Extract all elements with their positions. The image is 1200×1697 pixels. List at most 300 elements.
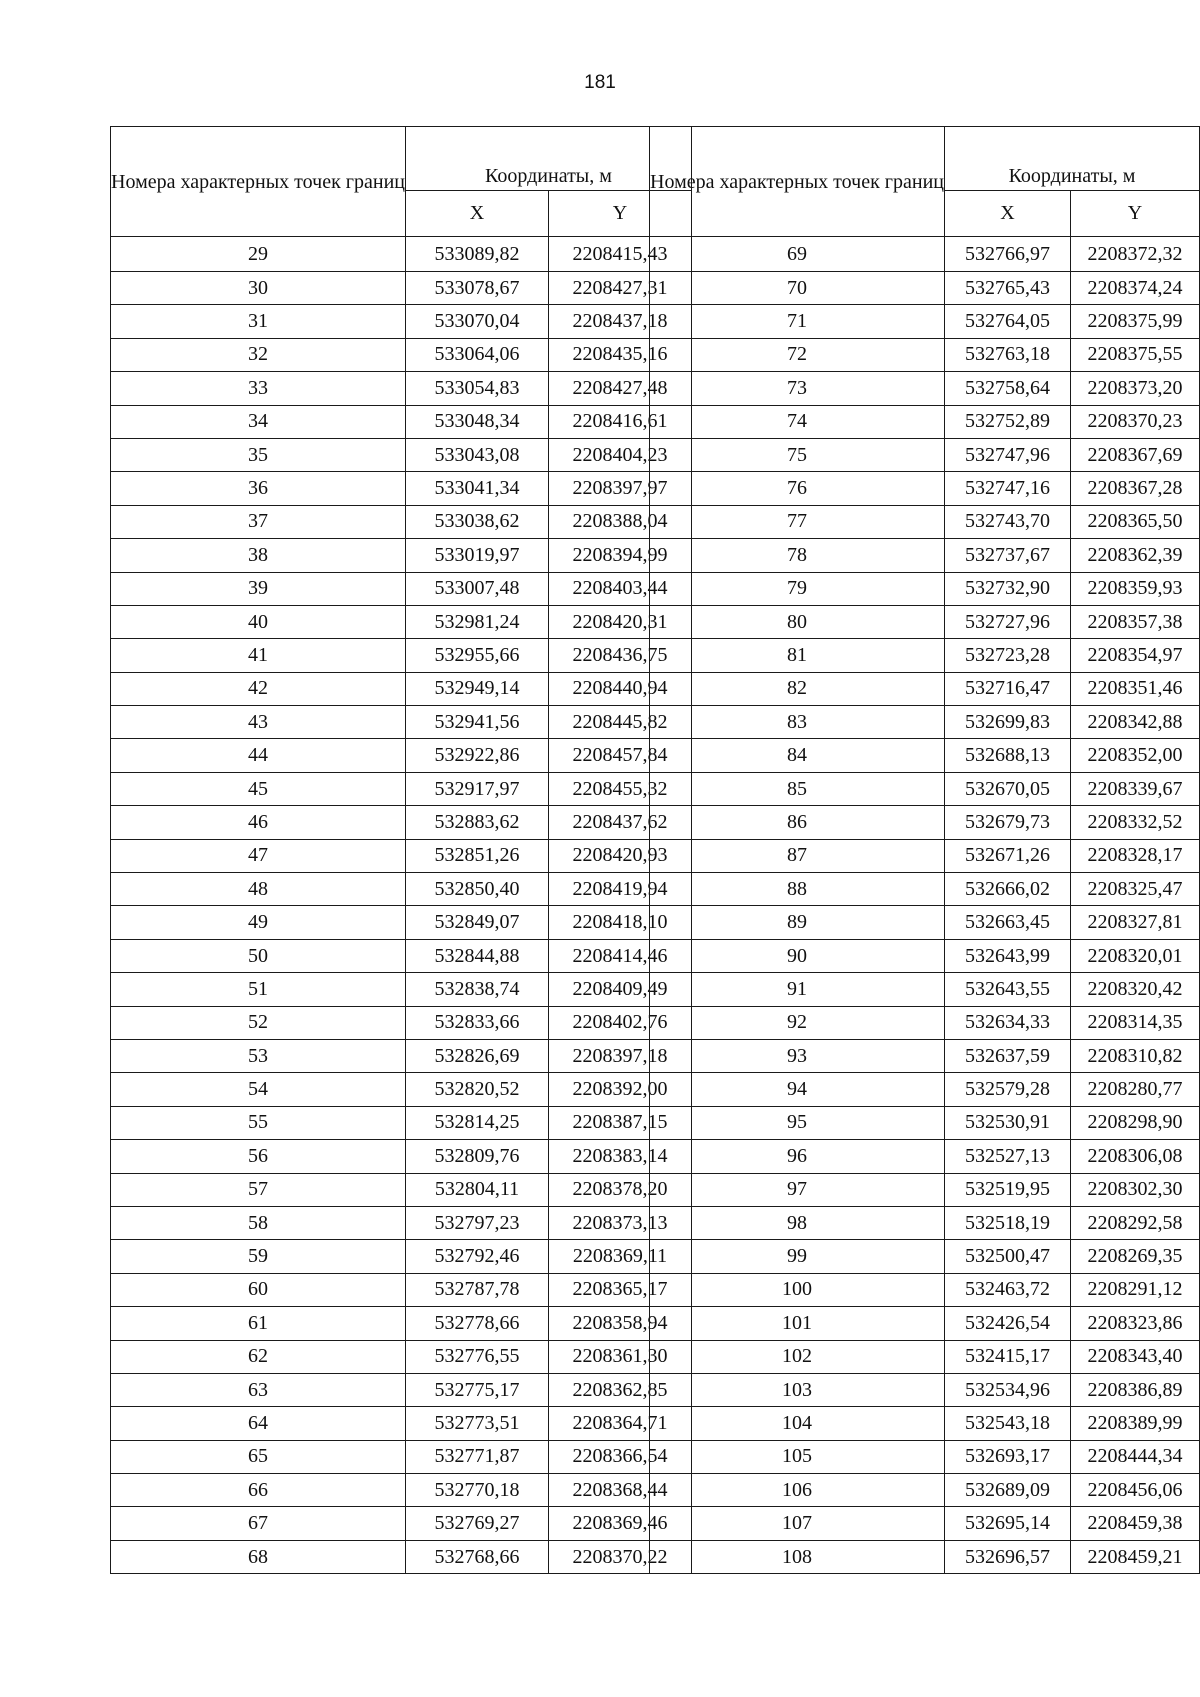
x-coordinate-cell: 532747,16 bbox=[944, 472, 1070, 505]
point-number-cell: 36 bbox=[111, 472, 406, 505]
y-coordinate-cell: 2208386,89 bbox=[1071, 1373, 1200, 1406]
x-coordinate-cell: 532758,64 bbox=[944, 372, 1070, 405]
point-number-cell: 106 bbox=[650, 1474, 945, 1507]
x-coordinate-cell: 533007,48 bbox=[405, 572, 548, 605]
table-row bbox=[111, 706, 692, 739]
y-coordinate-cell: 2208404,23 bbox=[548, 438, 691, 471]
y-header: Y bbox=[1071, 191, 1200, 237]
y-coordinate-cell: 2208357,38 bbox=[1071, 605, 1200, 638]
y-coordinate-cell: 2208320,01 bbox=[1071, 939, 1200, 972]
y-coordinate-cell: 2208455,32 bbox=[548, 772, 691, 805]
x-coordinate-cell: 532693,17 bbox=[944, 1440, 1070, 1473]
x-coordinate-cell: 532851,26 bbox=[405, 839, 548, 872]
y-coordinate-cell: 2208383,14 bbox=[548, 1140, 691, 1173]
x-coordinate-cell: 532833,66 bbox=[405, 1006, 548, 1039]
table-row bbox=[111, 605, 692, 638]
y-coordinate-cell: 2208444,34 bbox=[1071, 1440, 1200, 1473]
x-coordinate-cell: 532814,25 bbox=[405, 1106, 548, 1139]
table-row bbox=[111, 438, 692, 471]
point-number-cell: 60 bbox=[111, 1273, 406, 1306]
x-coordinate-cell: 532699,83 bbox=[944, 706, 1070, 739]
y-coordinate-cell: 2208397,97 bbox=[548, 472, 691, 505]
table-row bbox=[650, 472, 1200, 505]
table-row bbox=[111, 1106, 692, 1139]
y-coordinate-cell: 2208445,82 bbox=[548, 706, 691, 739]
point-number-cell: 83 bbox=[650, 706, 945, 739]
y-coordinate-cell: 2208427,31 bbox=[548, 272, 691, 305]
x-coordinate-cell: 532637,59 bbox=[944, 1039, 1070, 1072]
x-coordinate-cell: 532917,97 bbox=[405, 772, 548, 805]
y-coordinate-cell: 2208367,28 bbox=[1071, 472, 1200, 505]
x-coordinate-cell: 533064,06 bbox=[405, 338, 548, 371]
y-coordinate-cell: 2208306,08 bbox=[1071, 1140, 1200, 1173]
point-number-cell: 48 bbox=[111, 873, 406, 906]
x-coordinate-cell: 532775,17 bbox=[405, 1373, 548, 1406]
point-number-cell: 90 bbox=[650, 939, 945, 972]
point-number-cell: 35 bbox=[111, 438, 406, 471]
table-row bbox=[111, 639, 692, 672]
point-number-cell: 98 bbox=[650, 1206, 945, 1239]
point-number-cell: 93 bbox=[650, 1039, 945, 1072]
x-coordinate-cell: 532737,67 bbox=[944, 539, 1070, 572]
point-number-cell: 33 bbox=[111, 372, 406, 405]
table-row bbox=[111, 1340, 692, 1373]
table-row bbox=[111, 906, 692, 939]
table-row bbox=[111, 1307, 692, 1340]
point-number-cell: 103 bbox=[650, 1373, 945, 1406]
point-number-cell: 85 bbox=[650, 772, 945, 805]
table-row bbox=[111, 1173, 692, 1206]
x-coordinate-cell: 532768,66 bbox=[405, 1540, 548, 1573]
y-coordinate-cell: 2208352,00 bbox=[1071, 739, 1200, 772]
table-row bbox=[650, 1540, 1200, 1573]
table-row bbox=[111, 672, 692, 705]
y-coordinate-cell: 2208372,32 bbox=[1071, 237, 1200, 272]
table-row bbox=[111, 772, 692, 805]
y-coordinate-cell: 2208369,46 bbox=[548, 1507, 691, 1540]
table-body bbox=[650, 237, 1200, 1574]
point-number-cell: 88 bbox=[650, 873, 945, 906]
table-row bbox=[650, 1173, 1200, 1206]
y-coordinate-cell: 2208409,49 bbox=[548, 973, 691, 1006]
x-coordinate-cell: 532747,96 bbox=[944, 438, 1070, 471]
y-coordinate-cell: 2208378,20 bbox=[548, 1173, 691, 1206]
y-coordinate-cell: 2208374,24 bbox=[1071, 272, 1200, 305]
y-coordinate-cell: 2208427,48 bbox=[548, 372, 691, 405]
table-row bbox=[650, 1373, 1200, 1406]
table-row bbox=[650, 338, 1200, 371]
y-coordinate-cell: 2208437,62 bbox=[548, 806, 691, 839]
y-coordinate-cell: 2208370,22 bbox=[548, 1540, 691, 1573]
x-header: X bbox=[944, 191, 1070, 237]
point-number-cell: 57 bbox=[111, 1173, 406, 1206]
table-row bbox=[111, 338, 692, 371]
y-coordinate-cell: 2208362,85 bbox=[548, 1373, 691, 1406]
y-coordinate-cell: 2208364,71 bbox=[548, 1407, 691, 1440]
point-number-cell: 41 bbox=[111, 639, 406, 672]
x-coordinate-cell: 533043,08 bbox=[405, 438, 548, 471]
y-coordinate-cell: 2208314,35 bbox=[1071, 1006, 1200, 1039]
y-coordinate-cell: 2208373,13 bbox=[548, 1206, 691, 1239]
y-coordinate-cell: 2208375,55 bbox=[1071, 338, 1200, 371]
y-coordinate-cell: 2208365,50 bbox=[1071, 505, 1200, 538]
x-coordinate-cell: 532727,96 bbox=[944, 605, 1070, 638]
y-coordinate-cell: 2208298,90 bbox=[1071, 1106, 1200, 1139]
x-coordinate-cell: 532723,28 bbox=[944, 639, 1070, 672]
table-row bbox=[650, 1039, 1200, 1072]
point-number-cell: 45 bbox=[111, 772, 406, 805]
table-row bbox=[650, 1273, 1200, 1306]
point-number-cell: 31 bbox=[111, 305, 406, 338]
table-row bbox=[111, 1073, 692, 1106]
y-coordinate-cell: 2208343,40 bbox=[1071, 1340, 1200, 1373]
table-row bbox=[650, 1340, 1200, 1373]
table-row bbox=[650, 939, 1200, 972]
x-coordinate-cell: 532778,66 bbox=[405, 1307, 548, 1340]
point-number-cell: 69 bbox=[650, 237, 945, 272]
x-coordinate-cell: 532771,87 bbox=[405, 1440, 548, 1473]
y-coordinate-cell: 2208325,47 bbox=[1071, 873, 1200, 906]
y-coordinate-cell: 2208362,39 bbox=[1071, 539, 1200, 572]
y-coordinate-cell: 2208367,69 bbox=[1071, 438, 1200, 471]
x-coordinate-cell: 533070,04 bbox=[405, 305, 548, 338]
table-row bbox=[111, 873, 692, 906]
point-number-cell: 53 bbox=[111, 1039, 406, 1072]
table-row bbox=[111, 1240, 692, 1273]
point-number-cell: 84 bbox=[650, 739, 945, 772]
x-coordinate-cell: 532689,09 bbox=[944, 1474, 1070, 1507]
table-row bbox=[111, 839, 692, 872]
coordinates-header: Координаты, м bbox=[405, 127, 691, 191]
table-row bbox=[650, 973, 1200, 1006]
y-coordinate-cell: 2208392,00 bbox=[548, 1073, 691, 1106]
point-number-cell: 32 bbox=[111, 338, 406, 371]
x-coordinate-cell: 532850,40 bbox=[405, 873, 548, 906]
x-coordinate-cell: 532696,57 bbox=[944, 1540, 1070, 1573]
point-number-cell: 34 bbox=[111, 405, 406, 438]
x-coordinate-cell: 532426,54 bbox=[944, 1307, 1070, 1340]
y-coordinate-cell: 2208351,46 bbox=[1071, 672, 1200, 705]
point-number-cell: 89 bbox=[650, 906, 945, 939]
point-number-cell: 51 bbox=[111, 973, 406, 1006]
table-row bbox=[650, 706, 1200, 739]
x-coordinate-cell: 532695,14 bbox=[944, 1507, 1070, 1540]
table-row bbox=[650, 1507, 1200, 1540]
x-coordinate-cell: 532826,69 bbox=[405, 1039, 548, 1072]
table-row bbox=[111, 1540, 692, 1573]
y-coordinate-cell: 2208375,99 bbox=[1071, 305, 1200, 338]
x-coordinate-cell: 533089,82 bbox=[405, 237, 548, 272]
x-coordinate-cell: 532955,66 bbox=[405, 639, 548, 672]
x-coordinate-cell: 532634,33 bbox=[944, 1006, 1070, 1039]
y-coordinate-cell: 2208323,86 bbox=[1071, 1307, 1200, 1340]
table-row bbox=[650, 772, 1200, 805]
table-row bbox=[650, 1073, 1200, 1106]
point-number-cell: 80 bbox=[650, 605, 945, 638]
table-row bbox=[111, 305, 692, 338]
point-number-cell: 67 bbox=[111, 1507, 406, 1540]
point-number-cell: 74 bbox=[650, 405, 945, 438]
table-row bbox=[650, 672, 1200, 705]
y-coordinate-cell: 2208366,54 bbox=[548, 1440, 691, 1473]
point-number-cell: 38 bbox=[111, 539, 406, 572]
y-header: Y bbox=[548, 191, 691, 237]
y-coordinate-cell: 2208310,82 bbox=[1071, 1039, 1200, 1072]
table-row bbox=[111, 739, 692, 772]
x-coordinate-cell: 532518,19 bbox=[944, 1206, 1070, 1239]
y-coordinate-cell: 2208387,15 bbox=[548, 1106, 691, 1139]
coordinates-table-left bbox=[110, 126, 692, 1574]
point-number-cell: 50 bbox=[111, 939, 406, 972]
x-coordinate-cell: 532849,07 bbox=[405, 906, 548, 939]
x-coordinate-cell: 533019,97 bbox=[405, 539, 548, 572]
point-number-cell: 29 bbox=[111, 237, 406, 272]
x-coordinate-cell: 532922,86 bbox=[405, 739, 548, 772]
point-number-cell: 59 bbox=[111, 1240, 406, 1273]
point-number-cell: 49 bbox=[111, 906, 406, 939]
point-number-cell: 46 bbox=[111, 806, 406, 839]
table-row bbox=[650, 272, 1200, 305]
point-number-cell: 99 bbox=[650, 1240, 945, 1273]
point-number-cell: 37 bbox=[111, 505, 406, 538]
point-number-cell: 101 bbox=[650, 1307, 945, 1340]
table-row bbox=[111, 1407, 692, 1440]
point-number-cell: 105 bbox=[650, 1440, 945, 1473]
x-coordinate-cell: 532671,26 bbox=[944, 839, 1070, 872]
x-coordinate-cell: 532579,28 bbox=[944, 1073, 1070, 1106]
point-number-cell: 73 bbox=[650, 372, 945, 405]
x-coordinate-cell: 532804,11 bbox=[405, 1173, 548, 1206]
y-coordinate-cell: 2208354,97 bbox=[1071, 639, 1200, 672]
point-number-cell: 97 bbox=[650, 1173, 945, 1206]
table-row bbox=[650, 1407, 1200, 1440]
point-number-cell: 39 bbox=[111, 572, 406, 605]
x-coordinate-cell: 533041,34 bbox=[405, 472, 548, 505]
point-number-cell: 96 bbox=[650, 1140, 945, 1173]
x-coordinate-cell: 532666,02 bbox=[944, 873, 1070, 906]
y-coordinate-cell: 2208365,17 bbox=[548, 1273, 691, 1306]
y-coordinate-cell: 2208402,76 bbox=[548, 1006, 691, 1039]
table-row bbox=[111, 1373, 692, 1406]
coordinates-header: Координаты, м bbox=[944, 127, 1199, 191]
point-number-cell: 44 bbox=[111, 739, 406, 772]
x-coordinate-cell: 532743,70 bbox=[944, 505, 1070, 538]
y-coordinate-cell: 2208415,43 bbox=[548, 237, 691, 272]
point-number-cell: 95 bbox=[650, 1106, 945, 1139]
point-number-cell: 71 bbox=[650, 305, 945, 338]
x-coordinate-cell: 532643,55 bbox=[944, 973, 1070, 1006]
table-row bbox=[111, 1273, 692, 1306]
point-number-cell: 61 bbox=[111, 1307, 406, 1340]
x-coordinate-cell: 532688,13 bbox=[944, 739, 1070, 772]
x-coordinate-cell: 532769,27 bbox=[405, 1507, 548, 1540]
table-row bbox=[650, 372, 1200, 405]
point-number-cell: 81 bbox=[650, 639, 945, 672]
y-coordinate-cell: 2208368,44 bbox=[548, 1474, 691, 1507]
y-coordinate-cell: 2208435,16 bbox=[548, 338, 691, 371]
table-row bbox=[111, 372, 692, 405]
x-coordinate-cell: 532820,52 bbox=[405, 1073, 548, 1106]
table-row bbox=[650, 873, 1200, 906]
y-coordinate-cell: 2208328,17 bbox=[1071, 839, 1200, 872]
point-number-cell: 107 bbox=[650, 1507, 945, 1540]
point-number-cell: 94 bbox=[650, 1073, 945, 1106]
table-row bbox=[111, 1006, 692, 1039]
table-row bbox=[111, 939, 692, 972]
point-number-cell: 43 bbox=[111, 706, 406, 739]
y-coordinate-cell: 2208419,94 bbox=[548, 873, 691, 906]
point-number-cell: 58 bbox=[111, 1206, 406, 1239]
table-row bbox=[111, 539, 692, 572]
table-body bbox=[111, 237, 692, 1574]
x-coordinate-cell: 532773,51 bbox=[405, 1407, 548, 1440]
table-row bbox=[650, 405, 1200, 438]
y-coordinate-cell: 2208370,23 bbox=[1071, 405, 1200, 438]
table-row bbox=[111, 1039, 692, 1072]
point-number-cell: 72 bbox=[650, 338, 945, 371]
x-coordinate-cell: 533038,62 bbox=[405, 505, 548, 538]
table-row bbox=[650, 505, 1200, 538]
table-row bbox=[111, 806, 692, 839]
x-coordinate-cell: 533078,67 bbox=[405, 272, 548, 305]
point-number-cell: 91 bbox=[650, 973, 945, 1006]
table-row bbox=[650, 1474, 1200, 1507]
y-coordinate-cell: 2208416,61 bbox=[548, 405, 691, 438]
x-coordinate-cell: 532941,56 bbox=[405, 706, 548, 739]
x-coordinate-cell: 532838,74 bbox=[405, 973, 548, 1006]
point-number-cell: 70 bbox=[650, 272, 945, 305]
x-coordinate-cell: 532527,13 bbox=[944, 1140, 1070, 1173]
x-coordinate-cell: 532765,43 bbox=[944, 272, 1070, 305]
y-coordinate-cell: 2208342,88 bbox=[1071, 706, 1200, 739]
x-coordinate-cell: 532679,73 bbox=[944, 806, 1070, 839]
table-row bbox=[650, 1240, 1200, 1273]
point-number-cell: 64 bbox=[111, 1407, 406, 1440]
x-coordinate-cell: 532809,76 bbox=[405, 1140, 548, 1173]
table-row bbox=[111, 572, 692, 605]
table-row bbox=[650, 806, 1200, 839]
y-coordinate-cell: 2208457,84 bbox=[548, 739, 691, 772]
x-coordinate-cell: 532770,18 bbox=[405, 1474, 548, 1507]
table-row bbox=[111, 1474, 692, 1507]
x-coordinate-cell: 532764,05 bbox=[944, 305, 1070, 338]
table-row bbox=[650, 539, 1200, 572]
x-header: X bbox=[405, 191, 548, 237]
point-number-cell: 82 bbox=[650, 672, 945, 705]
point-number-cell: 78 bbox=[650, 539, 945, 572]
y-coordinate-cell: 2208436,75 bbox=[548, 639, 691, 672]
y-coordinate-cell: 2208388,04 bbox=[548, 505, 691, 538]
point-number-cell: 55 bbox=[111, 1106, 406, 1139]
table-row bbox=[111, 973, 692, 1006]
x-coordinate-cell: 532534,96 bbox=[944, 1373, 1070, 1406]
x-coordinate-cell: 532663,45 bbox=[944, 906, 1070, 939]
x-coordinate-cell: 532981,24 bbox=[405, 605, 548, 638]
y-coordinate-cell: 2208361,30 bbox=[548, 1340, 691, 1373]
y-coordinate-cell: 2208358,94 bbox=[548, 1307, 691, 1340]
x-coordinate-cell: 533048,34 bbox=[405, 405, 548, 438]
y-coordinate-cell: 2208414,46 bbox=[548, 939, 691, 972]
point-number-cell: 68 bbox=[111, 1540, 406, 1573]
y-coordinate-cell: 2208359,93 bbox=[1071, 572, 1200, 605]
point-number-cell: 79 bbox=[650, 572, 945, 605]
table-row bbox=[111, 1440, 692, 1473]
x-coordinate-cell: 532732,90 bbox=[944, 572, 1070, 605]
coordinates-table-right bbox=[649, 126, 1200, 1574]
table-row bbox=[650, 1140, 1200, 1173]
y-coordinate-cell: 2208437,18 bbox=[548, 305, 691, 338]
table-row bbox=[111, 237, 692, 272]
y-coordinate-cell: 2208389,99 bbox=[1071, 1407, 1200, 1440]
point-number-cell: 104 bbox=[650, 1407, 945, 1440]
point-number-cell: 66 bbox=[111, 1474, 406, 1507]
y-coordinate-cell: 2208280,77 bbox=[1071, 1073, 1200, 1106]
point-number-cell: 77 bbox=[650, 505, 945, 538]
point-number-cell: 87 bbox=[650, 839, 945, 872]
x-coordinate-cell: 532463,72 bbox=[944, 1273, 1070, 1306]
table-row bbox=[650, 839, 1200, 872]
point-number-cell: 102 bbox=[650, 1340, 945, 1373]
y-coordinate-cell: 2208320,42 bbox=[1071, 973, 1200, 1006]
y-coordinate-cell: 2208459,38 bbox=[1071, 1507, 1200, 1540]
y-coordinate-cell: 2208373,20 bbox=[1071, 372, 1200, 405]
point-number-cell: 108 bbox=[650, 1540, 945, 1573]
point-number-cell: 42 bbox=[111, 672, 406, 705]
table-row bbox=[111, 505, 692, 538]
x-coordinate-cell: 532763,18 bbox=[944, 338, 1070, 371]
point-number-cell: 40 bbox=[111, 605, 406, 638]
point-number-cell: 86 bbox=[650, 806, 945, 839]
table-row bbox=[111, 405, 692, 438]
point-number-cell: 52 bbox=[111, 1006, 406, 1039]
table-row bbox=[650, 1106, 1200, 1139]
x-coordinate-cell: 532776,55 bbox=[405, 1340, 548, 1373]
x-coordinate-cell: 532766,97 bbox=[944, 237, 1070, 272]
table-row bbox=[650, 739, 1200, 772]
table-row bbox=[650, 305, 1200, 338]
table-row bbox=[111, 472, 692, 505]
y-coordinate-cell: 2208456,06 bbox=[1071, 1474, 1200, 1507]
table-row bbox=[650, 237, 1200, 272]
y-coordinate-cell: 2208369,11 bbox=[548, 1240, 691, 1273]
table-row bbox=[650, 438, 1200, 471]
x-coordinate-cell: 532530,91 bbox=[944, 1106, 1070, 1139]
table-row bbox=[111, 1140, 692, 1173]
y-coordinate-cell: 2208420,31 bbox=[548, 605, 691, 638]
table-row bbox=[650, 605, 1200, 638]
table-row bbox=[650, 1440, 1200, 1473]
x-coordinate-cell: 532643,99 bbox=[944, 939, 1070, 972]
table-row bbox=[650, 1206, 1200, 1239]
point-number-cell: 92 bbox=[650, 1006, 945, 1039]
y-coordinate-cell: 2208269,35 bbox=[1071, 1240, 1200, 1273]
point-number-cell: 65 bbox=[111, 1440, 406, 1473]
x-coordinate-cell: 532844,88 bbox=[405, 939, 548, 972]
point-number-cell: 75 bbox=[650, 438, 945, 471]
point-number-cell: 62 bbox=[111, 1340, 406, 1373]
point-numbers-header: Номера характерных точек границ bbox=[111, 127, 406, 237]
y-coordinate-cell: 2208397,18 bbox=[548, 1039, 691, 1072]
table-row bbox=[650, 639, 1200, 672]
point-number-cell: 47 bbox=[111, 839, 406, 872]
x-coordinate-cell: 532949,14 bbox=[405, 672, 548, 705]
x-coordinate-cell: 532797,23 bbox=[405, 1206, 548, 1239]
y-coordinate-cell: 2208339,67 bbox=[1071, 772, 1200, 805]
table-row bbox=[111, 272, 692, 305]
x-coordinate-cell: 532500,47 bbox=[944, 1240, 1070, 1273]
table-row bbox=[650, 1006, 1200, 1039]
table-row bbox=[650, 1307, 1200, 1340]
